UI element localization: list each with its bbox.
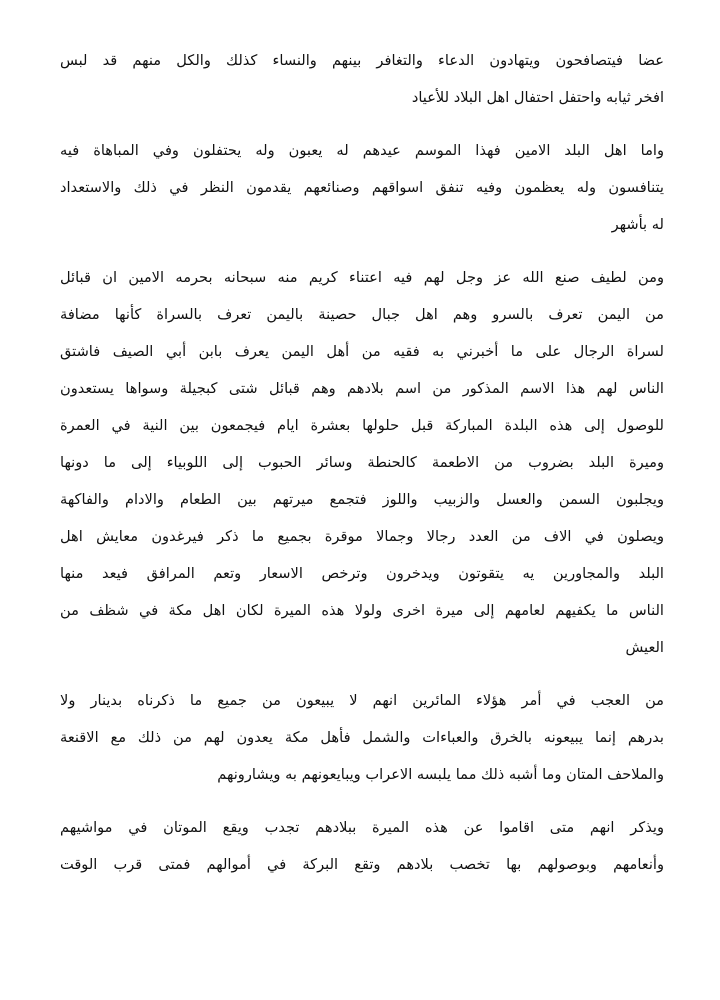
text-line: لسراة الرجال على ما أخبرني به فقيه من أهل اليمن يعرف بابن أبي الصيف فاشتق — [60, 343, 664, 360]
text-line: من العجب في أمر هؤلاء المائرين انهم لا يبيعون من جميع ما ذكرناه بدينار ولا — [60, 692, 664, 709]
text-line: واما اهل البلد الامين فهذا الموسم عيدهم له يعبون وله يحتفلون وفي المباهاة فيه — [60, 142, 664, 159]
text-line: الناس لهم هذا الاسم المذكور من اسم بلادهم وهم قبائل شتى كبجيلة وسواها يستعدون — [60, 380, 664, 397]
text-line: ويذكر انهم متى اقاموا عن هذه الميرة ببلادهم تجدب ويقع الموتان في مواشيهم — [60, 819, 664, 836]
paragraph-3 — [60, 259, 664, 666]
text-line: الناس ما يكفيهم لعامهم إلى ميرة اخرى ولولا هذه الميرة لكان اهل مكة في شظف من — [60, 602, 664, 619]
paragraph-1 — [60, 42, 664, 116]
text-column — [60, 42, 664, 883]
text-line: العيش — [625, 639, 664, 656]
text-line: للوصول إلى هذه البلدة المباركة قبل حلولها بعشرة ايام فيجمعون بين النية في العمرة — [60, 417, 664, 434]
text-line: ويجلبون السمن والعسل والزبيب واللوز فتجمع ميرتهم بين الطعام والادام والفاكهة — [60, 491, 664, 508]
text-line: ويصلون في الاف من العدد رجالا وجمالا موقرة بجميع ما ذكر فيرغدون معايش اهل — [60, 528, 664, 545]
text-line: عضا فيتصافحون ويتهادون الدعاء والتغافر بينهم والنساء كذلك والكل منهم قد لبس — [60, 52, 664, 69]
text-line: وميرة البلد بضروب من الاطعمة كالحنطة وسائر الحبوب إلى اللوبياء إلى ما دونها — [60, 454, 664, 471]
text-line: والملاحف المتان وما أشبه ذلك مما يلبسه الاعراب ويبايعونهم به ويشارونهم — [217, 766, 664, 783]
text-line: من اليمن تعرف بالسرو وهم اهل جبال حصينة باليمن تعرف بالسراة كأنها مضافة — [60, 306, 664, 323]
paragraph-5 — [60, 809, 664, 883]
text-line: يتنافسون وله يعظمون وفيه تنفق اسواقهم وصنائعهم يقدمون النظر في ذلك والاستعداد — [60, 179, 664, 196]
text-line: وأنعامهم وبوصولهم بها تخصب بلادهم وتقع البركة في أموالهم فمتى قرب الوقت — [60, 856, 664, 873]
text-line: له بأشهر — [611, 216, 664, 233]
paragraph-2 — [60, 132, 664, 243]
paragraph-4 — [60, 682, 664, 793]
text-line: ومن لطيف صنع الله عز وجل لهم فيه اعتناء كريم منه سبحانه بحرمه الامين ان قبائل — [60, 269, 664, 286]
text-line: البلد والمجاورين يه يتقوتون ويدخرون وترخص الاسعار وتعم المرافق فيعد منها — [60, 565, 664, 582]
text-line: افخر ثيابه واحتفل احتفال اهل البلاد للأعياد — [411, 89, 664, 106]
text-line: بدرهم إنما يبيعونه بالخرق والعباءات والشمل فأهل مكة يعدون لهم من ذلك مع الاقنعة — [60, 729, 664, 746]
